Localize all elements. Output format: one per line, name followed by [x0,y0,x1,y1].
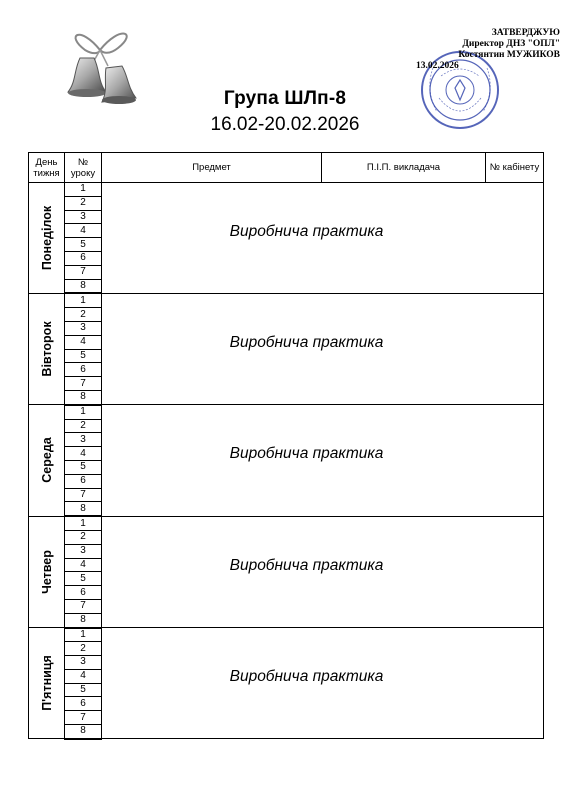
lesson-row [29,293,544,307]
lesson-number: 3 [65,656,102,670]
lesson-number: 7 [65,488,102,502]
activity-text: Виробнича практика [229,222,384,240]
lesson-number: 7 [65,377,102,391]
lesson-number: 2 [65,419,102,433]
day-name: Середа [39,437,54,484]
lesson-number: 4 [65,558,102,572]
approval-heading: ЗАТВЕРДЖУЮ [491,28,560,38]
lesson-number: 1 [65,293,102,307]
lesson-number: 2 [65,308,102,322]
approval-block [410,28,560,72]
lesson-number: 1 [65,405,102,419]
lesson-row [29,516,544,530]
lesson-number: 7 [65,599,102,613]
date-range: 16.02-20.02.2026 [210,114,360,135]
lesson-row [29,183,544,197]
schedule-table [28,152,544,740]
lesson-number: 8 [65,725,102,739]
day-cell [29,293,65,404]
approval-name: Костянтин МУЖИКОВ [458,50,560,60]
lesson-number: 1 [65,183,102,197]
lesson-number: 2 [65,196,102,210]
lesson-number: 7 [65,265,102,279]
activity-text: Виробнича практика [229,556,384,574]
lesson-row [29,628,544,642]
lesson-number: 6 [65,251,102,265]
day-name: Четвер [39,549,54,594]
activity-text: Виробнича практика [229,668,384,686]
lesson-number: 5 [65,683,102,697]
lesson-number: 8 [65,390,102,404]
lesson-number: 3 [65,544,102,558]
activity-cell [102,516,544,627]
day-cell [29,516,65,627]
header-subject: Предмет [102,153,322,183]
lesson-number: 8 [65,279,102,293]
header-row [29,153,544,183]
day-name: Понеділок [39,205,54,271]
lesson-number: 4 [65,335,102,349]
day-cell [29,183,65,294]
activity-cell [102,293,544,404]
lesson-number: 5 [65,460,102,474]
header-room: № кабінету [486,153,544,183]
lesson-number: 5 [65,349,102,363]
day-cell [29,628,65,739]
bells-illustration [50,20,150,115]
header-teacher: П.І.П. викладача [322,153,486,183]
activity-text: Виробнича практика [229,445,384,463]
lesson-number: 5 [65,238,102,252]
lesson-number: 4 [65,224,102,238]
lesson-number: 1 [65,628,102,642]
lesson-number: 4 [65,447,102,461]
header-lesson: № уроку [65,153,102,183]
lesson-number: 4 [65,669,102,683]
header-day: День тижня [29,153,65,183]
lesson-number: 2 [65,642,102,656]
lesson-number: 8 [65,502,102,516]
group-title: Група ШЛп-8 [223,88,347,109]
lesson-number: 3 [65,321,102,335]
lesson-number: 5 [65,572,102,586]
lesson-row [29,405,544,419]
day-name: Вівторок [39,321,54,377]
day-cell [29,405,65,516]
lesson-number: 7 [65,711,102,725]
lesson-number: 6 [65,697,102,711]
lesson-number: 6 [65,474,102,488]
approval-position: Директор ДНЗ "ОПЛ" [462,39,560,49]
approval-date: 13.02.2026 [416,61,459,71]
lesson-number: 3 [65,433,102,447]
lesson-number: 1 [65,516,102,530]
activity-cell [102,628,544,739]
lesson-number: 8 [65,613,102,627]
lesson-number: 6 [65,586,102,600]
activity-text: Виробнича практика [229,334,384,352]
lesson-number: 6 [65,363,102,377]
activity-cell [102,405,544,516]
lesson-number: 2 [65,530,102,544]
lesson-number: 3 [65,210,102,224]
activity-cell [102,183,544,294]
schedule-body [29,183,544,739]
day-name: П'ятниця [39,655,54,711]
